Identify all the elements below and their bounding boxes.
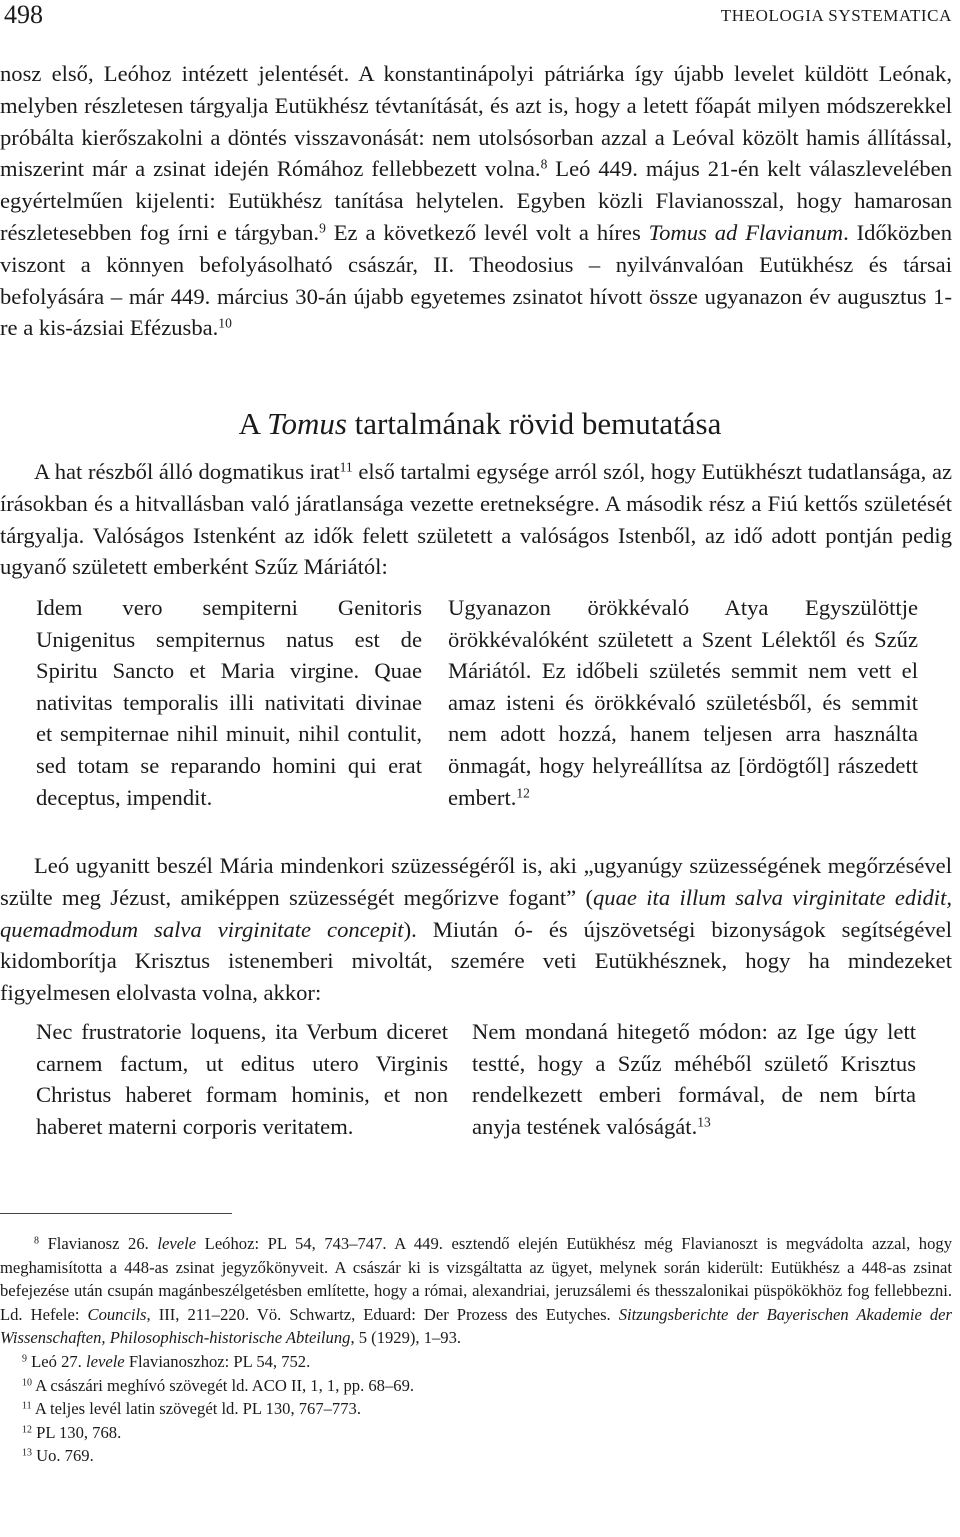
text-segment: első tartalmi egysége arról szól, hogy Eutükhészt tudatlansága, az írásokban és a hitvallásban való járatlansága vezette eretnekségre. A második rész a Fiú kettős születését tárgyalja. Valóságos Istenként az idők felett született a valóságos Istenből, az idő adott pontján pedig ugyanő született emberként Szűz Máriától:: [0, 459, 952, 580]
page-number: 498: [4, 0, 43, 29]
footnote-ref-10[interactable]: 10: [218, 315, 232, 331]
hungarian-quote-text: Nem mondaná hitegető módon: az Ige úgy lett testté, hogy a Szűz méhéből születő Krisztus rendelkezett emberi formával, de nem bírta anyja testének valóságát.: [472, 1019, 916, 1139]
heading-italic: Tomus: [267, 406, 347, 441]
footnote-number: 13: [22, 1447, 32, 1459]
footnote-italic: Councils: [87, 1304, 147, 1324]
footnote-text: Flavianoszhoz: PL 54, 752.: [124, 1351, 311, 1371]
latin-citation: quae ita illum salva virginitate edidit, quemadmodum salva virginitate concepit: [0, 884, 953, 942]
text-segment: Leó 449. május 21-én kelt válaszlevelében egyértelműen kijelenti: Eutükhész tanítása helytelen. Egyben közli Flavianosszal, hogy hamarosan részletesebben fog írni e tárgyban.: [0, 156, 953, 245]
footnote-text: Uo. 769.: [31, 1446, 94, 1466]
text-segment: . Időközben viszont a könnyen befolyásolható császár, II. Theodosius – nyilvánvalóan Eutükhész és társai befolyására – már 449. március 30-án újabb egyetemes zsinatot hívott össze ugyanazon év augusztus 1-re a kis-ázsiai Efézusba.: [0, 219, 952, 341]
footnote-separator: [0, 1213, 232, 1214]
footnote-10: [0, 1374, 952, 1398]
latin-quote-text: Nec frustratorie loquens, ita Verbum diceret carnem factum, ut editus utero Virginis Christus haberet formam hominis, et non haberet materni corporis veritatem.: [36, 1019, 448, 1139]
heading-text: tartalmának rövid bemutatása: [346, 406, 722, 441]
footnote-number: 9: [22, 1353, 27, 1365]
footnotes: [0, 1232, 952, 1468]
footnote-ref-9[interactable]: 9: [319, 220, 326, 236]
footnote-11: [0, 1397, 952, 1421]
footnote-text: A császári meghívó szövegét ld. ACO II, 1, 1, pp. 68–69.: [31, 1375, 415, 1395]
footnote-ref-8[interactable]: 8: [540, 156, 548, 172]
quote2-latin: [36, 1016, 448, 1142]
quote1-hungarian: [448, 592, 918, 813]
footnote-text: Flavianosz 26.: [38, 1234, 158, 1253]
page-header: [4, 0, 952, 34]
footnote-9: [0, 1350, 952, 1374]
quote2-hungarian: [472, 1016, 916, 1142]
footnote-text: , 5 (1929), 1–93.: [350, 1328, 462, 1348]
latin-quote-text: Idem vero sempiterni Genitoris Unigenitus sempiternus natus est de Spiritu Sancto et Maria virgine. Quae nativitas temporalis illi nativitati divinae et sempiternae nihil minuit, nihil contulit, sed totam se reparando homini qui erat deceptus, impendit.: [36, 595, 422, 810]
text-segment: ). Miután ó- és újszövetségi bizonyságok segítségével kidomborítja Krisztus istenemberi mivoltát, szemére veti Eutükhésznek, hogy ha mindezeket figyelmesen elolvasta volna, akkor:: [0, 916, 952, 1006]
footnote-italic: Sitzungsberichte der Bayerischen Akademie der Wissenschaften, Philosophisch-historische Abteilung: [0, 1304, 952, 1348]
footnote-12: [0, 1421, 952, 1445]
footnote-number: 12: [22, 1424, 32, 1436]
footnote-text: Leóhoz: PL 54, 743–747. A 449. esztendő elején Eutükhész még Flavianoszt is megvádolta azzal, hogy meghamisította a 448-as zsinat jegyzőkönyveit. A császár ki is vizsgáltatta az ügyet, melynek során kiderült: Eutükhész a 448-as zsinat befejezése után csupán magánbeszélgetésben említette, hogy a római, alexandriai, jeruzsálemi és thesszalonikai püspökökhöz fog fellebbezni. Ld. Hefele:: [0, 1234, 952, 1324]
footnote-ref-11[interactable]: 11: [339, 459, 353, 475]
footnote-8: [0, 1232, 952, 1350]
footnote-number: 11: [22, 1400, 32, 1412]
footnote-italic: levele: [85, 1351, 125, 1371]
footnote-number: 8: [34, 1235, 39, 1247]
footnote-text: Leó 27.: [26, 1351, 86, 1371]
work-title: Tomus ad Flavianum: [648, 219, 844, 245]
hungarian-quote-text: Ugyanazon örökkévaló Atya Egyszülöttje örökkévalóként született a Szent Lélektől és Szűz Máriától. Ez időbeli születés semmit nem vett el amaz isteni és örökkévaló születésből, és semmit nem adott hozzá, hanem teljesen arra használta önmagát, hogy helyreállítsa az [ördögtől] rászedett embert.: [448, 595, 918, 810]
footnote-13: [0, 1444, 952, 1468]
footnote-text: , III, 211–220. Vö. Schwartz, Eduard: Der Prozess des Eutyches.: [146, 1304, 619, 1324]
paragraph-intro: [0, 58, 952, 344]
footnote-number: 10: [22, 1377, 32, 1389]
footnote-ref-12[interactable]: 12: [516, 785, 530, 801]
footnote-italic: levele: [157, 1234, 197, 1253]
text-segment: nosz első, Leóhoz intézett jelentését. A konstantinápolyi pátriárka így újabb levelet küldött Leónak, melyben részletesen tárgyalja Eutükhész tévtanítását, és azt is, hogy a letett főapát milyen módszerekkel próbálta kierőszakolni a döntés visszavonását: nem utolsósorban azzal a Leóval közölt hamis állítással, miszerint már a zsinat idején Rómához fellebbezett volna.: [0, 61, 952, 182]
footnote-text: PL 130, 768.: [31, 1422, 122, 1442]
text-segment: A hat részből álló dogmatikus irat: [34, 459, 340, 484]
section-heading: [0, 406, 960, 442]
quote1-latin: [36, 592, 422, 813]
text-segment: Ez a következő levél volt a híres: [325, 219, 649, 245]
paragraph-virginity: [0, 850, 952, 1009]
heading-text: A: [238, 406, 268, 441]
text-segment: Leó ugyanitt beszél Mária mindenkori szüzességéről is, aki „ugyanúgy szüzességének megőrzésével szülte meg Jézust, amiképpen szüzességét megőrizve fogant” (: [0, 853, 952, 910]
running-title: THEOLOGIA SYSTEMATICA: [720, 6, 952, 25]
footnote-text: A teljes levél latin szövegét ld. PL 130, 767–773.: [31, 1399, 361, 1419]
footnote-ref-13[interactable]: 13: [697, 1114, 711, 1130]
paragraph-tomus-summary: [0, 456, 952, 583]
